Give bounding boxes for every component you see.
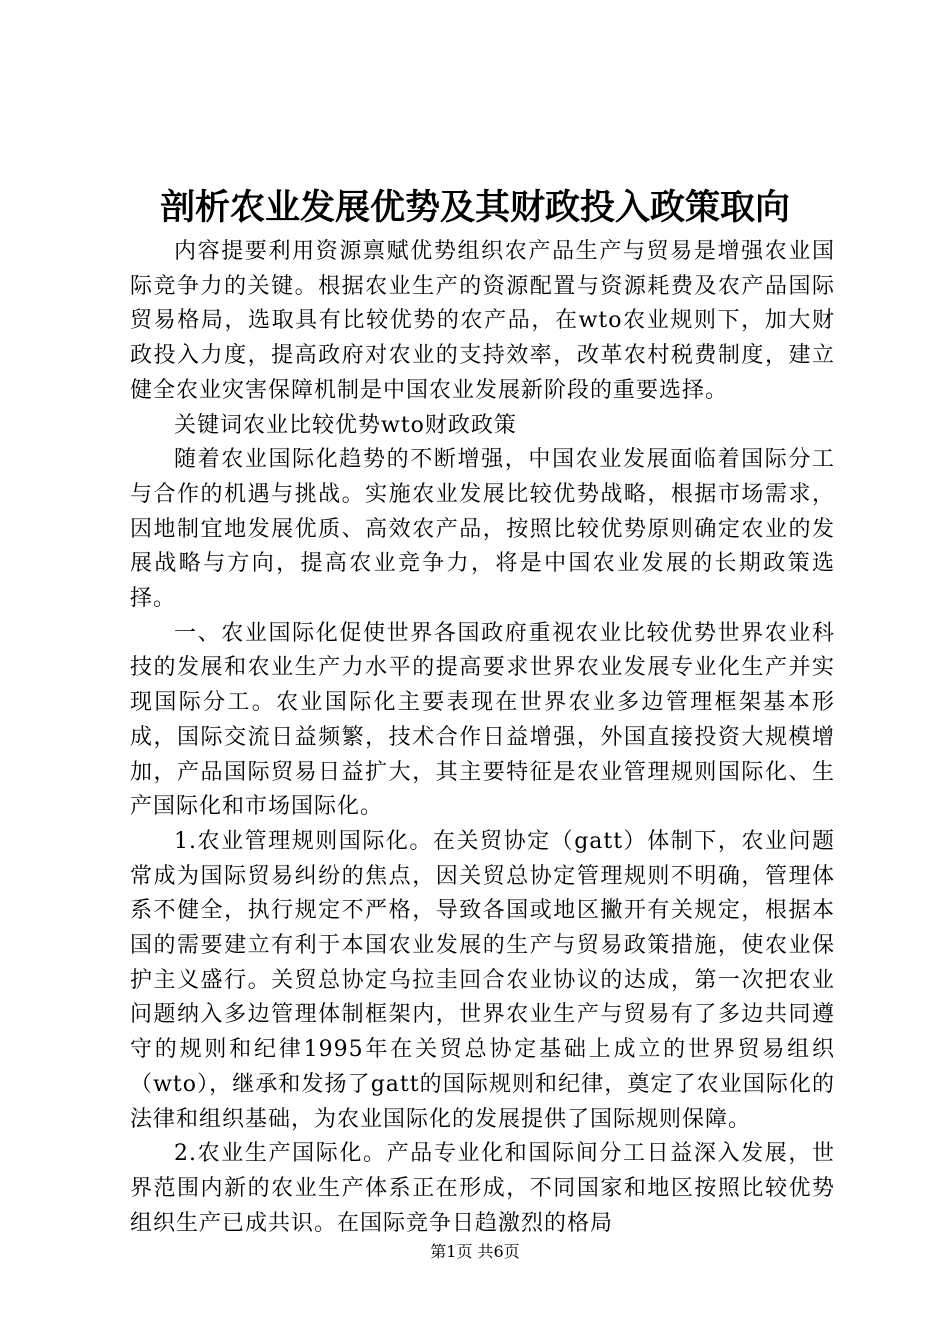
paragraph-item-1: 1.农业管理规则国际化。在关贸协定（gatt）体制下，农业问题常成为国际贸易纠纷的焦点，因关贸总协定管理规则不明确，管理体系不健全，执行规定不严格，导致各国或地区撇开有关规定，根据本国的需要建立有利于本国农业发展的生产与贸易政策措施，使农业保护主义盛行。关贸总协定乌拉圭回合农业协议的达成，第一次把农业问题纳入多边管理体制框架内，世界农业生产与贸易有了多边共同遵守的规则和纪律1995年在关贸总协定基础上成立的世界贸易组织（wto），继承和发扬了gatt的国际规则和纪律，奠定了农业国际化的法律和组织基础，为农业国际化的发展提供了国际规则保障。	[130, 828, 835, 1132]
paragraph-intro: 随着农业国际化趋势的不断增强，中国农业发展面临着国际分工与合作的机遇与挑战。实施农业发展比较优势战略，根据市场需求，因地制宜地发展优质、高效农产品，按照比较优势原则确定农业的发展战略与方向，提高农业竞争力，将是中国农业发展的长期政策选择。	[130, 447, 835, 612]
paragraph-keywords: 关键词农业比较优势wto财政政策	[174, 412, 517, 438]
paragraph-section-1: 一、农业国际化促使世界各国政府重视农业比较优势世界农业科技的发展和农业生产力水平的提高要求世界农业发展专业化生产并实现国际分工。农业国际化主要表现在世界农业多边管理框架基本形成，国际交流日益频繁，技术合作日益增强，外国直接投资大规模增加，产品国际贸易日益扩大，其主要特征是农业管理规则国际化、生产国际化和市场国际化。	[130, 620, 835, 820]
paragraph-item-2: 2.农业生产国际化。产品专业化和国际间分工日益深入发展，世界范围内新的农业生产体系正在形成，不同国家和地区按照比较优势组织生产已成共识。在国际竞争日趋激烈的格局	[130, 1141, 835, 1236]
document-body	[130, 235, 835, 1241]
page-footer: 第1页 共6页	[430, 1242, 520, 1261]
paragraph-abstract: 内容提要利用资源禀赋优势组织农产品生产与贸易是增强农业国际竞争力的关键。根据农业生产的资源配置与资源耗费及农产品国际贸易格局，选取具有比较优势的农产品，在wto农业规则下，加大财政投入力度，提高政府对农业的支持效率，改革农村税费制度，建立健全农业灾害保障机制是中国农业发展新阶段的重要选择。	[130, 239, 835, 403]
document-title: 剖析农业发展优势及其财政投入政策取向	[159, 188, 790, 228]
